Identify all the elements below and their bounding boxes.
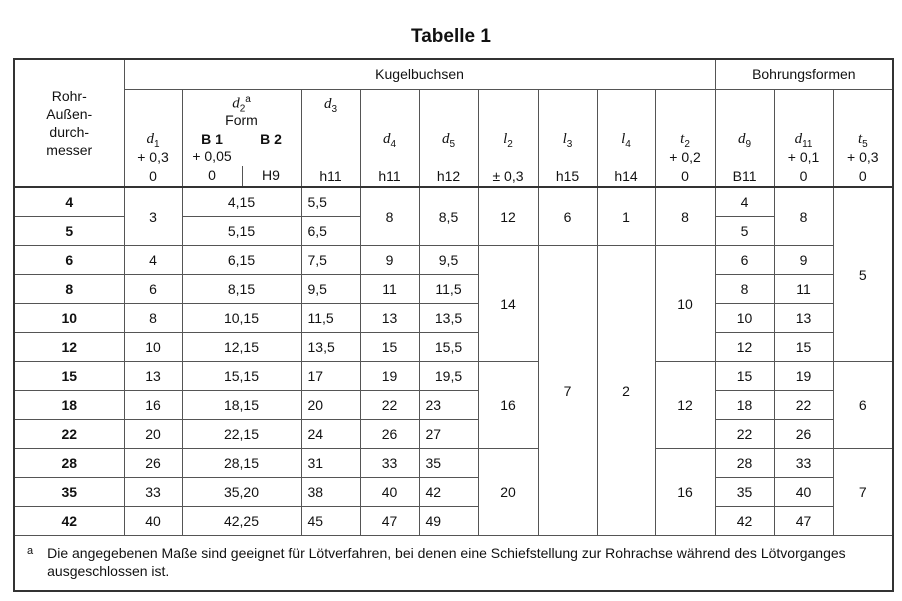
cell-d1: 6 bbox=[124, 275, 182, 304]
d1-tol-upper: + 0,3 bbox=[137, 148, 169, 165]
footnote-mark: a bbox=[27, 545, 34, 557]
cell-d4: 13 bbox=[360, 304, 419, 333]
cell-d5: 27 bbox=[419, 420, 478, 449]
cell-d4: 40 bbox=[360, 478, 419, 507]
d1-sub: 1 bbox=[153, 138, 160, 150]
cell-d5: 42 bbox=[419, 478, 478, 507]
header-d2 bbox=[182, 89, 301, 187]
cell-d5: 23 bbox=[419, 391, 478, 420]
cell-d1: 10 bbox=[124, 333, 182, 362]
header-t2 bbox=[655, 89, 715, 187]
d2-form-b1: B 1 bbox=[201, 130, 223, 147]
cell-d1: 4 bbox=[124, 246, 182, 275]
cell-d4: 22 bbox=[360, 391, 419, 420]
cell-od: 18 bbox=[14, 391, 124, 420]
header-l2 bbox=[478, 89, 538, 187]
cell-d4: 47 bbox=[360, 507, 419, 536]
t2-tol-upper: + 0,2 bbox=[669, 148, 701, 165]
table-row bbox=[14, 304, 893, 333]
footnote bbox=[14, 536, 893, 592]
d1-sym: d bbox=[146, 130, 154, 147]
table-row bbox=[14, 478, 893, 507]
cell-od: 42 bbox=[14, 507, 124, 536]
header-kugelbuchsen: Kugelbuchsen bbox=[124, 59, 715, 89]
cell-d1: 3 bbox=[124, 187, 182, 246]
cell-t2: 12 bbox=[655, 362, 715, 449]
cell-d2: 22,15 bbox=[182, 420, 301, 449]
d5-tol: h12 bbox=[436, 167, 461, 184]
d11-tol-upper: + 0,1 bbox=[787, 148, 820, 165]
cell-t5: 5 bbox=[833, 187, 893, 362]
l2-sub: 2 bbox=[507, 138, 513, 150]
cell-d1: 33 bbox=[124, 478, 182, 507]
cell-d3: 7,5 bbox=[301, 246, 360, 275]
cell-d9: 28 bbox=[715, 449, 774, 478]
header-bohrungsformen: Bohrungsformen bbox=[715, 59, 893, 89]
cell-d11: 15 bbox=[774, 333, 833, 362]
d2-form-label: Form bbox=[225, 111, 258, 128]
od-label-3: durch- bbox=[49, 124, 90, 140]
cell-d9: 5 bbox=[715, 217, 774, 246]
cell-l2: 20 bbox=[478, 449, 538, 536]
l3-tol: h15 bbox=[555, 167, 580, 184]
cell-od: 6 bbox=[14, 246, 124, 275]
d2-sub: 2 bbox=[239, 103, 246, 115]
cell-d9: 12 bbox=[715, 333, 774, 362]
d2-sym: d bbox=[232, 95, 240, 112]
table-row bbox=[14, 333, 893, 362]
cell-d9: 15 bbox=[715, 362, 774, 391]
cell-d2: 12,15 bbox=[182, 333, 301, 362]
cell-d11: 47 bbox=[774, 507, 833, 536]
header-t5 bbox=[833, 89, 893, 187]
cell-d11: 19 bbox=[774, 362, 833, 391]
l4-sym: l bbox=[621, 130, 626, 147]
table-row bbox=[14, 246, 893, 275]
cell-d4: 26 bbox=[360, 420, 419, 449]
cell-d5: 13,5 bbox=[419, 304, 478, 333]
cell-d2: 42,25 bbox=[182, 507, 301, 536]
cell-d9: 4 bbox=[715, 187, 774, 217]
cell-d9: 18 bbox=[715, 391, 774, 420]
d9-sym: d bbox=[738, 130, 746, 147]
cell-t5: 6 bbox=[833, 362, 893, 449]
table-row bbox=[14, 449, 893, 478]
t2-sub: 2 bbox=[684, 138, 690, 150]
t2-tol-lower: 0 bbox=[681, 167, 689, 184]
cell-d5: 19,5 bbox=[419, 362, 478, 391]
cell-d3: 20 bbox=[301, 391, 360, 420]
cell-d11: 13 bbox=[774, 304, 833, 333]
d5-sym: d bbox=[441, 130, 450, 147]
d3-sub: 3 bbox=[331, 103, 338, 115]
cell-d5: 11,5 bbox=[419, 275, 478, 304]
cell-l4: 2 bbox=[597, 246, 655, 536]
l2-tol: ± 0,3 bbox=[492, 167, 524, 184]
od-label-4: messer bbox=[46, 142, 93, 158]
cell-d3: 9,5 bbox=[301, 275, 360, 304]
cell-d1: 20 bbox=[124, 420, 182, 449]
d3-sym: d bbox=[323, 95, 332, 112]
cell-d2: 15,15 bbox=[182, 362, 301, 391]
header-d9 bbox=[715, 89, 774, 187]
cell-d2: 6,15 bbox=[182, 246, 301, 275]
cell-d3: 38 bbox=[301, 478, 360, 507]
l4-sub: 4 bbox=[625, 138, 631, 150]
cell-d2: 35,20 bbox=[182, 478, 301, 507]
table-row bbox=[14, 391, 893, 420]
cell-d1: 16 bbox=[124, 391, 182, 420]
cell-l4: 1 bbox=[597, 187, 655, 246]
cell-d9: 22 bbox=[715, 420, 774, 449]
cell-d11: 9 bbox=[774, 246, 833, 275]
cell-d11: 11 bbox=[774, 275, 833, 304]
cell-d1: 8 bbox=[124, 304, 182, 333]
table-row bbox=[14, 275, 893, 304]
cell-d3: 5,5 bbox=[301, 187, 360, 217]
header-d11 bbox=[774, 89, 833, 187]
t5-tol-upper: + 0,3 bbox=[847, 148, 879, 165]
d9-sub: 9 bbox=[745, 138, 752, 150]
cell-d11: 40 bbox=[774, 478, 833, 507]
header-l3 bbox=[538, 89, 597, 187]
cell-d9: 42 bbox=[715, 507, 774, 536]
cell-d3: 24 bbox=[301, 420, 360, 449]
cell-l3: 6 bbox=[538, 187, 597, 246]
od-label-2: Außen- bbox=[46, 106, 93, 122]
cell-d1: 40 bbox=[124, 507, 182, 536]
l4-tol: h14 bbox=[614, 167, 638, 184]
header-outer-diameter bbox=[14, 59, 124, 187]
table-row bbox=[14, 187, 893, 217]
cell-t5: 7 bbox=[833, 449, 893, 536]
cell-d2: 4,15 bbox=[182, 187, 301, 217]
cell-d3: 13,5 bbox=[301, 333, 360, 362]
cell-od: 22 bbox=[14, 420, 124, 449]
l3-sym: l bbox=[562, 130, 567, 147]
d4-sub: 4 bbox=[390, 138, 397, 150]
cell-od: 8 bbox=[14, 275, 124, 304]
cell-d4: 8 bbox=[360, 187, 419, 246]
cell-od: 28 bbox=[14, 449, 124, 478]
header-d4 bbox=[360, 89, 419, 187]
t2-sym: t bbox=[680, 130, 685, 147]
t5-tol-lower: 0 bbox=[858, 167, 867, 184]
d2-b1-tol-lower: 0 bbox=[208, 166, 216, 183]
table-row bbox=[14, 362, 893, 391]
cell-d5: 9,5 bbox=[419, 246, 478, 275]
cell-d9: 8 bbox=[715, 275, 774, 304]
dimension-table bbox=[13, 58, 894, 592]
cell-l2: 12 bbox=[478, 187, 538, 246]
cell-d9: 6 bbox=[715, 246, 774, 275]
cell-d2: 5,15 bbox=[182, 217, 301, 246]
d2-b2-tol: H9 bbox=[262, 166, 280, 183]
cell-d2: 28,15 bbox=[182, 449, 301, 478]
cell-od: 4 bbox=[14, 187, 124, 217]
cell-d1: 26 bbox=[124, 449, 182, 478]
cell-d5: 15,5 bbox=[419, 333, 478, 362]
cell-d2: 8,15 bbox=[182, 275, 301, 304]
d5-sub: 5 bbox=[449, 138, 456, 150]
table-row bbox=[14, 507, 893, 536]
cell-od: 12 bbox=[14, 333, 124, 362]
cell-od: 35 bbox=[14, 478, 124, 507]
cell-l3: 7 bbox=[538, 246, 597, 536]
d2-b1-tol-upper: + 0,05 bbox=[192, 147, 232, 164]
cell-d4: 15 bbox=[360, 333, 419, 362]
cell-d9: 10 bbox=[715, 304, 774, 333]
cell-l2: 14 bbox=[478, 246, 538, 362]
d2-form-b2: B 2 bbox=[260, 130, 282, 147]
cell-d4: 33 bbox=[360, 449, 419, 478]
header-d1 bbox=[124, 89, 182, 187]
d4-sym: d bbox=[382, 130, 391, 147]
d11-sub: 11 bbox=[802, 138, 813, 150]
cell-od: 10 bbox=[14, 304, 124, 333]
header-l4 bbox=[597, 89, 655, 187]
cell-d3: 45 bbox=[301, 507, 360, 536]
l3-sub: 3 bbox=[566, 138, 573, 150]
footnote-text: Die angegebenen Maße sind geeignet für Lötverfahren, bei denen eine Schiefstellung zur Rohrachse während des Lötvorganges ausgeschlossen ist. bbox=[47, 545, 846, 579]
d4-tol: h11 bbox=[378, 167, 401, 184]
cell-t2: 16 bbox=[655, 449, 715, 536]
header-d3 bbox=[301, 89, 360, 187]
cell-d4: 19 bbox=[360, 362, 419, 391]
cell-d2: 18,15 bbox=[182, 391, 301, 420]
cell-d3: 17 bbox=[301, 362, 360, 391]
d3-tol: h11 bbox=[319, 167, 342, 184]
cell-d3: 31 bbox=[301, 449, 360, 478]
d9-tol: B11 bbox=[732, 167, 757, 184]
d1-tol-lower: 0 bbox=[149, 167, 157, 184]
cell-od: 15 bbox=[14, 362, 124, 391]
cell-d3: 6,5 bbox=[301, 217, 360, 246]
cell-d5: 35 bbox=[419, 449, 478, 478]
cell-d11: 26 bbox=[774, 420, 833, 449]
cell-d1: 13 bbox=[124, 362, 182, 391]
cell-od: 5 bbox=[14, 217, 124, 246]
table-row bbox=[14, 420, 893, 449]
cell-t2: 10 bbox=[655, 246, 715, 362]
cell-d4: 9 bbox=[360, 246, 419, 275]
cell-d2: 10,15 bbox=[182, 304, 301, 333]
cell-d11: 8 bbox=[774, 187, 833, 246]
d11-sym: d bbox=[794, 130, 803, 147]
cell-d3: 11,5 bbox=[301, 304, 360, 333]
cell-d5: 49 bbox=[419, 507, 478, 536]
cell-t2: 8 bbox=[655, 187, 715, 246]
cell-l2: 16 bbox=[478, 362, 538, 449]
d2-sup: a bbox=[245, 93, 251, 105]
dimension-table-container bbox=[13, 58, 892, 592]
cell-d11: 22 bbox=[774, 391, 833, 420]
header-d5 bbox=[419, 89, 478, 187]
cell-d4: 11 bbox=[360, 275, 419, 304]
cell-d11: 33 bbox=[774, 449, 833, 478]
d11-tol-lower: 0 bbox=[799, 167, 808, 184]
cell-d5: 8,5 bbox=[419, 187, 478, 246]
t5-sym: t bbox=[857, 130, 863, 147]
l2-sym: l bbox=[503, 130, 508, 147]
cell-d9: 35 bbox=[715, 478, 774, 507]
od-label-1: Rohr- bbox=[51, 88, 87, 104]
t5-sub: 5 bbox=[862, 138, 868, 150]
table-title: Tabelle 1 bbox=[411, 26, 491, 47]
